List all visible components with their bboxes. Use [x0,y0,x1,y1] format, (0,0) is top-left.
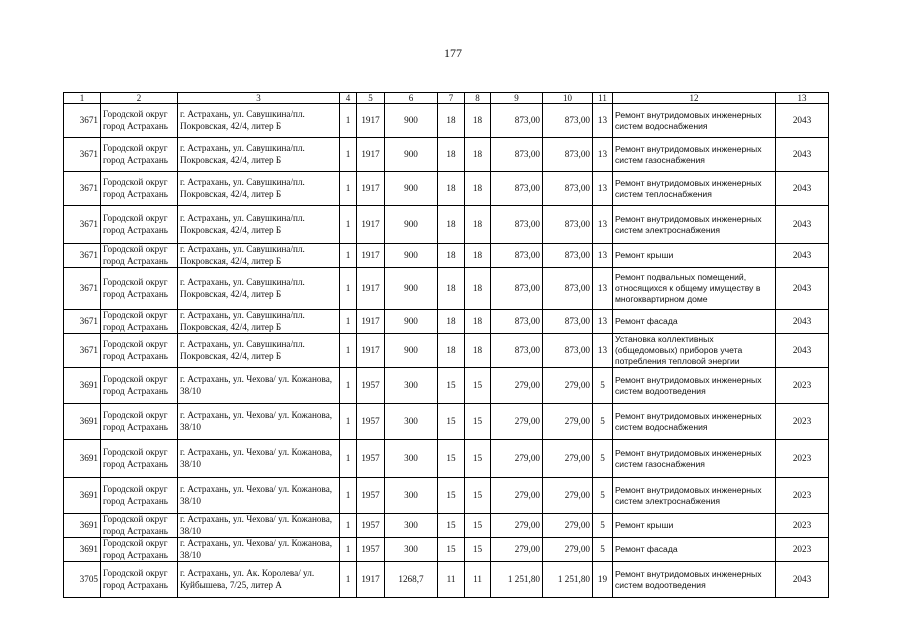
capital-repair-table [63,92,829,598]
cell-municipality: Городской округ город Астрахань [101,244,178,268]
cell-address: г. Астрахань, ул. Чехова/ ул. Кожанова, 38/10 [178,368,340,404]
cell-c10: 279,00 [543,404,593,440]
cell-year: 1917 [357,104,385,138]
cell-address: г. Астрахань, ул. Чехова/ ул. Кожанова, 38/10 [178,478,340,514]
column-header: 10 [543,93,593,104]
cell-id: 3691 [64,404,101,440]
cell-work: Ремонт внутридомовых инженерных систем водоснабжения [613,104,776,138]
cell-c9: 279,00 [491,514,543,538]
cell-c11: 19 [593,562,613,598]
cell-year: 1917 [357,562,385,598]
cell-municipality: Городской округ город Астрахань [101,404,178,440]
cell-area: 900 [385,334,438,368]
cell-id: 3691 [64,538,101,562]
column-header: 2 [101,93,178,104]
cell-c10: 1 251,80 [543,562,593,598]
cell-c4: 1 [340,538,357,562]
cell-id: 3705 [64,562,101,598]
cell-c7: 18 [438,206,465,244]
cell-year: 1957 [357,368,385,404]
cell-c8: 11 [465,562,491,598]
cell-c11: 5 [593,368,613,404]
cell-c7: 18 [438,310,465,334]
table-row [64,368,829,404]
cell-address: г. Астрахань, ул. Чехова/ ул. Кожанова, 38/10 [178,404,340,440]
cell-c11: 13 [593,138,613,172]
cell-c11: 5 [593,514,613,538]
cell-deadline: 2043 [776,206,829,244]
cell-deadline: 2023 [776,404,829,440]
cell-c10: 873,00 [543,244,593,268]
cell-c4: 1 [340,104,357,138]
table-body [64,104,829,598]
cell-year: 1957 [357,440,385,478]
cell-area: 300 [385,478,438,514]
cell-c8: 18 [465,310,491,334]
cell-municipality: Городской округ город Астрахань [101,138,178,172]
column-header: 13 [776,93,829,104]
table-row [64,206,829,244]
cell-id: 3671 [64,138,101,172]
cell-address: г. Астрахань, ул. Савушкина/пл. Покровская, 42/4, литер Б [178,268,340,310]
cell-deadline: 2043 [776,268,829,310]
cell-id: 3671 [64,334,101,368]
cell-work: Ремонт внутридомовых инженерных систем теплоснабжения [613,172,776,206]
cell-c10: 873,00 [543,334,593,368]
cell-area: 300 [385,440,438,478]
cell-c10: 279,00 [543,368,593,404]
cell-year: 1917 [357,268,385,310]
table-row [64,514,829,538]
cell-year: 1917 [357,334,385,368]
cell-c10: 873,00 [543,310,593,334]
cell-area: 300 [385,404,438,440]
cell-c8: 15 [465,368,491,404]
table-row [64,478,829,514]
table-row [64,404,829,440]
column-header: 8 [465,93,491,104]
cell-address: г. Астрахань, ул. Савушкина/пл. Покровская, 42/4, литер Б [178,310,340,334]
table-row [64,334,829,368]
cell-work: Ремонт внутридомовых инженерных систем газоснабжения [613,138,776,172]
cell-id: 3691 [64,368,101,404]
table-row [64,562,829,598]
cell-municipality: Городской округ город Астрахань [101,440,178,478]
cell-year: 1957 [357,404,385,440]
cell-c11: 5 [593,440,613,478]
table-row [64,244,829,268]
cell-address: г. Астрахань, ул. Савушкина/пл. Покровская, 42/4, литер Б [178,104,340,138]
cell-address: г. Астрахань, ул. Чехова/ ул. Кожанова, 38/10 [178,514,340,538]
cell-work: Ремонт внутридомовых инженерных систем электроснабжения [613,206,776,244]
cell-c9: 873,00 [491,310,543,334]
cell-c8: 15 [465,538,491,562]
cell-deadline: 2023 [776,514,829,538]
cell-id: 3671 [64,310,101,334]
table-row [64,172,829,206]
cell-c9: 873,00 [491,138,543,172]
cell-c9: 279,00 [491,368,543,404]
cell-municipality: Городской округ город Астрахань [101,206,178,244]
cell-municipality: Городской округ город Астрахань [101,478,178,514]
cell-c8: 18 [465,206,491,244]
cell-c4: 1 [340,368,357,404]
cell-municipality: Городской округ город Астрахань [101,368,178,404]
cell-work: Ремонт внутридомовых инженерных систем водоотведения [613,562,776,598]
cell-year: 1917 [357,244,385,268]
table-row [64,104,829,138]
table-row [64,268,829,310]
cell-deadline: 2043 [776,310,829,334]
cell-c7: 11 [438,562,465,598]
cell-id: 3671 [64,244,101,268]
cell-c7: 15 [438,514,465,538]
cell-municipality: Городской округ город Астрахань [101,514,178,538]
cell-c9: 279,00 [491,404,543,440]
cell-c4: 1 [340,244,357,268]
cell-municipality: Городской округ город Астрахань [101,172,178,206]
cell-c8: 18 [465,172,491,206]
cell-c11: 13 [593,268,613,310]
cell-deadline: 2043 [776,334,829,368]
cell-c11: 5 [593,538,613,562]
column-header: 6 [385,93,438,104]
cell-id: 3671 [64,268,101,310]
cell-c9: 873,00 [491,334,543,368]
cell-c9: 873,00 [491,206,543,244]
cell-c7: 18 [438,268,465,310]
cell-c4: 1 [340,514,357,538]
cell-c11: 13 [593,104,613,138]
cell-area: 1268,7 [385,562,438,598]
cell-c8: 15 [465,514,491,538]
cell-work: Ремонт внутридомовых инженерных систем водоотведения [613,368,776,404]
cell-c11: 13 [593,172,613,206]
cell-area: 900 [385,244,438,268]
cell-year: 1917 [357,172,385,206]
cell-c9: 873,00 [491,172,543,206]
cell-c10: 873,00 [543,206,593,244]
cell-address: г. Астрахань, ул. Савушкина/пл. Покровская, 42/4, литер Б [178,138,340,172]
cell-deadline: 2043 [776,172,829,206]
cell-address: г. Астрахань, ул. Чехова/ ул. Кожанова, 38/10 [178,440,340,478]
cell-c9: 1 251,80 [491,562,543,598]
cell-id: 3691 [64,440,101,478]
header-row [64,93,829,104]
cell-c7: 18 [438,172,465,206]
cell-id: 3691 [64,478,101,514]
cell-year: 1957 [357,514,385,538]
cell-area: 900 [385,138,438,172]
column-header: 5 [357,93,385,104]
cell-deadline: 2023 [776,538,829,562]
cell-area: 900 [385,310,438,334]
cell-c4: 1 [340,310,357,334]
cell-c9: 873,00 [491,268,543,310]
cell-address: г. Астрахань, ул. Чехова/ ул. Кожанова, 38/10 [178,538,340,562]
cell-c8: 15 [465,478,491,514]
cell-municipality: Городской округ город Астрахань [101,334,178,368]
cell-c9: 279,00 [491,478,543,514]
cell-work: Ремонт крыши [613,514,776,538]
cell-area: 300 [385,538,438,562]
cell-c7: 18 [438,244,465,268]
cell-work: Ремонт подвальных помещений, относящихся к общему имуществу в многоквартирном доме [613,268,776,310]
column-header: 9 [491,93,543,104]
cell-address: г. Астрахань, ул. Савушкина/пл. Покровская, 42/4, литер Б [178,206,340,244]
cell-c11: 13 [593,334,613,368]
cell-work: Ремонт фасада [613,310,776,334]
cell-year: 1957 [357,538,385,562]
cell-deadline: 2043 [776,104,829,138]
cell-year: 1917 [357,206,385,244]
cell-c10: 873,00 [543,138,593,172]
cell-c4: 1 [340,440,357,478]
cell-c10: 873,00 [543,268,593,310]
table-row [64,538,829,562]
column-header: 1 [64,93,101,104]
cell-c7: 15 [438,538,465,562]
cell-deadline: 2023 [776,440,829,478]
cell-work: Ремонт крыши [613,244,776,268]
cell-address: г. Астрахань, ул. Савушкина/пл. Покровская, 42/4, литер Б [178,244,340,268]
cell-c9: 279,00 [491,538,543,562]
cell-c11: 13 [593,310,613,334]
cell-c9: 279,00 [491,440,543,478]
cell-work: Ремонт внутридомовых инженерных систем электроснабжения [613,478,776,514]
cell-c10: 279,00 [543,440,593,478]
cell-c7: 18 [438,334,465,368]
cell-id: 3671 [64,104,101,138]
column-header: 7 [438,93,465,104]
cell-c8: 18 [465,138,491,172]
cell-area: 900 [385,172,438,206]
cell-c10: 279,00 [543,538,593,562]
cell-c4: 1 [340,562,357,598]
table-row [64,138,829,172]
cell-c8: 18 [465,104,491,138]
cell-address: г. Астрахань, ул. Савушкина/пл. Покровская, 42/4, литер Б [178,334,340,368]
cell-c4: 1 [340,334,357,368]
cell-c7: 15 [438,368,465,404]
cell-c4: 1 [340,172,357,206]
cell-c10: 873,00 [543,172,593,206]
cell-c11: 5 [593,478,613,514]
cell-work: Ремонт внутридомовых инженерных систем газоснабжения [613,440,776,478]
cell-area: 900 [385,104,438,138]
cell-municipality: Городской округ город Астрахань [101,268,178,310]
cell-area: 300 [385,368,438,404]
cell-deadline: 2043 [776,244,829,268]
table-row [64,440,829,478]
cell-deadline: 2043 [776,562,829,598]
cell-c4: 1 [340,206,357,244]
cell-c11: 5 [593,404,613,440]
cell-c4: 1 [340,478,357,514]
cell-id: 3691 [64,514,101,538]
cell-c4: 1 [340,138,357,172]
cell-c8: 15 [465,404,491,440]
cell-municipality: Городской округ город Астрахань [101,562,178,598]
cell-c9: 873,00 [491,104,543,138]
cell-municipality: Городской округ город Астрахань [101,310,178,334]
cell-c10: 279,00 [543,514,593,538]
page-number: 177 [444,46,462,60]
cell-c11: 13 [593,244,613,268]
cell-address: г. Астрахань, ул. Ак. Королева/ ул. Куйбышева, 7/25, литер А [178,562,340,598]
cell-work: Ремонт внутридомовых инженерных систем водоснабжения [613,404,776,440]
cell-work: Установка коллективных (общедомовых) приборов учета потребления тепловой энергии [613,334,776,368]
cell-c7: 15 [438,478,465,514]
cell-municipality: Городской округ город Астрахань [101,538,178,562]
cell-c7: 15 [438,404,465,440]
cell-c4: 1 [340,404,357,440]
cell-deadline: 2043 [776,138,829,172]
cell-c9: 873,00 [491,244,543,268]
cell-municipality: Городской округ город Астрахань [101,104,178,138]
cell-work: Ремонт фасада [613,538,776,562]
cell-c7: 18 [438,104,465,138]
cell-c8: 15 [465,440,491,478]
column-header: 12 [613,93,776,104]
cell-area: 300 [385,514,438,538]
cell-c11: 13 [593,206,613,244]
column-header: 4 [340,93,357,104]
cell-area: 900 [385,268,438,310]
cell-deadline: 2023 [776,478,829,514]
cell-address: г. Астрахань, ул. Савушкина/пл. Покровская, 42/4, литер Б [178,172,340,206]
cell-c8: 18 [465,268,491,310]
cell-c7: 18 [438,138,465,172]
column-header: 11 [593,93,613,104]
cell-id: 3671 [64,206,101,244]
cell-area: 900 [385,206,438,244]
cell-c8: 18 [465,334,491,368]
cell-year: 1957 [357,478,385,514]
cell-year: 1917 [357,310,385,334]
cell-c8: 18 [465,244,491,268]
cell-c4: 1 [340,268,357,310]
column-header: 3 [178,93,340,104]
cell-year: 1917 [357,138,385,172]
cell-deadline: 2023 [776,368,829,404]
cell-c10: 279,00 [543,478,593,514]
cell-c10: 873,00 [543,104,593,138]
cell-id: 3671 [64,172,101,206]
cell-c7: 15 [438,440,465,478]
table-row [64,310,829,334]
